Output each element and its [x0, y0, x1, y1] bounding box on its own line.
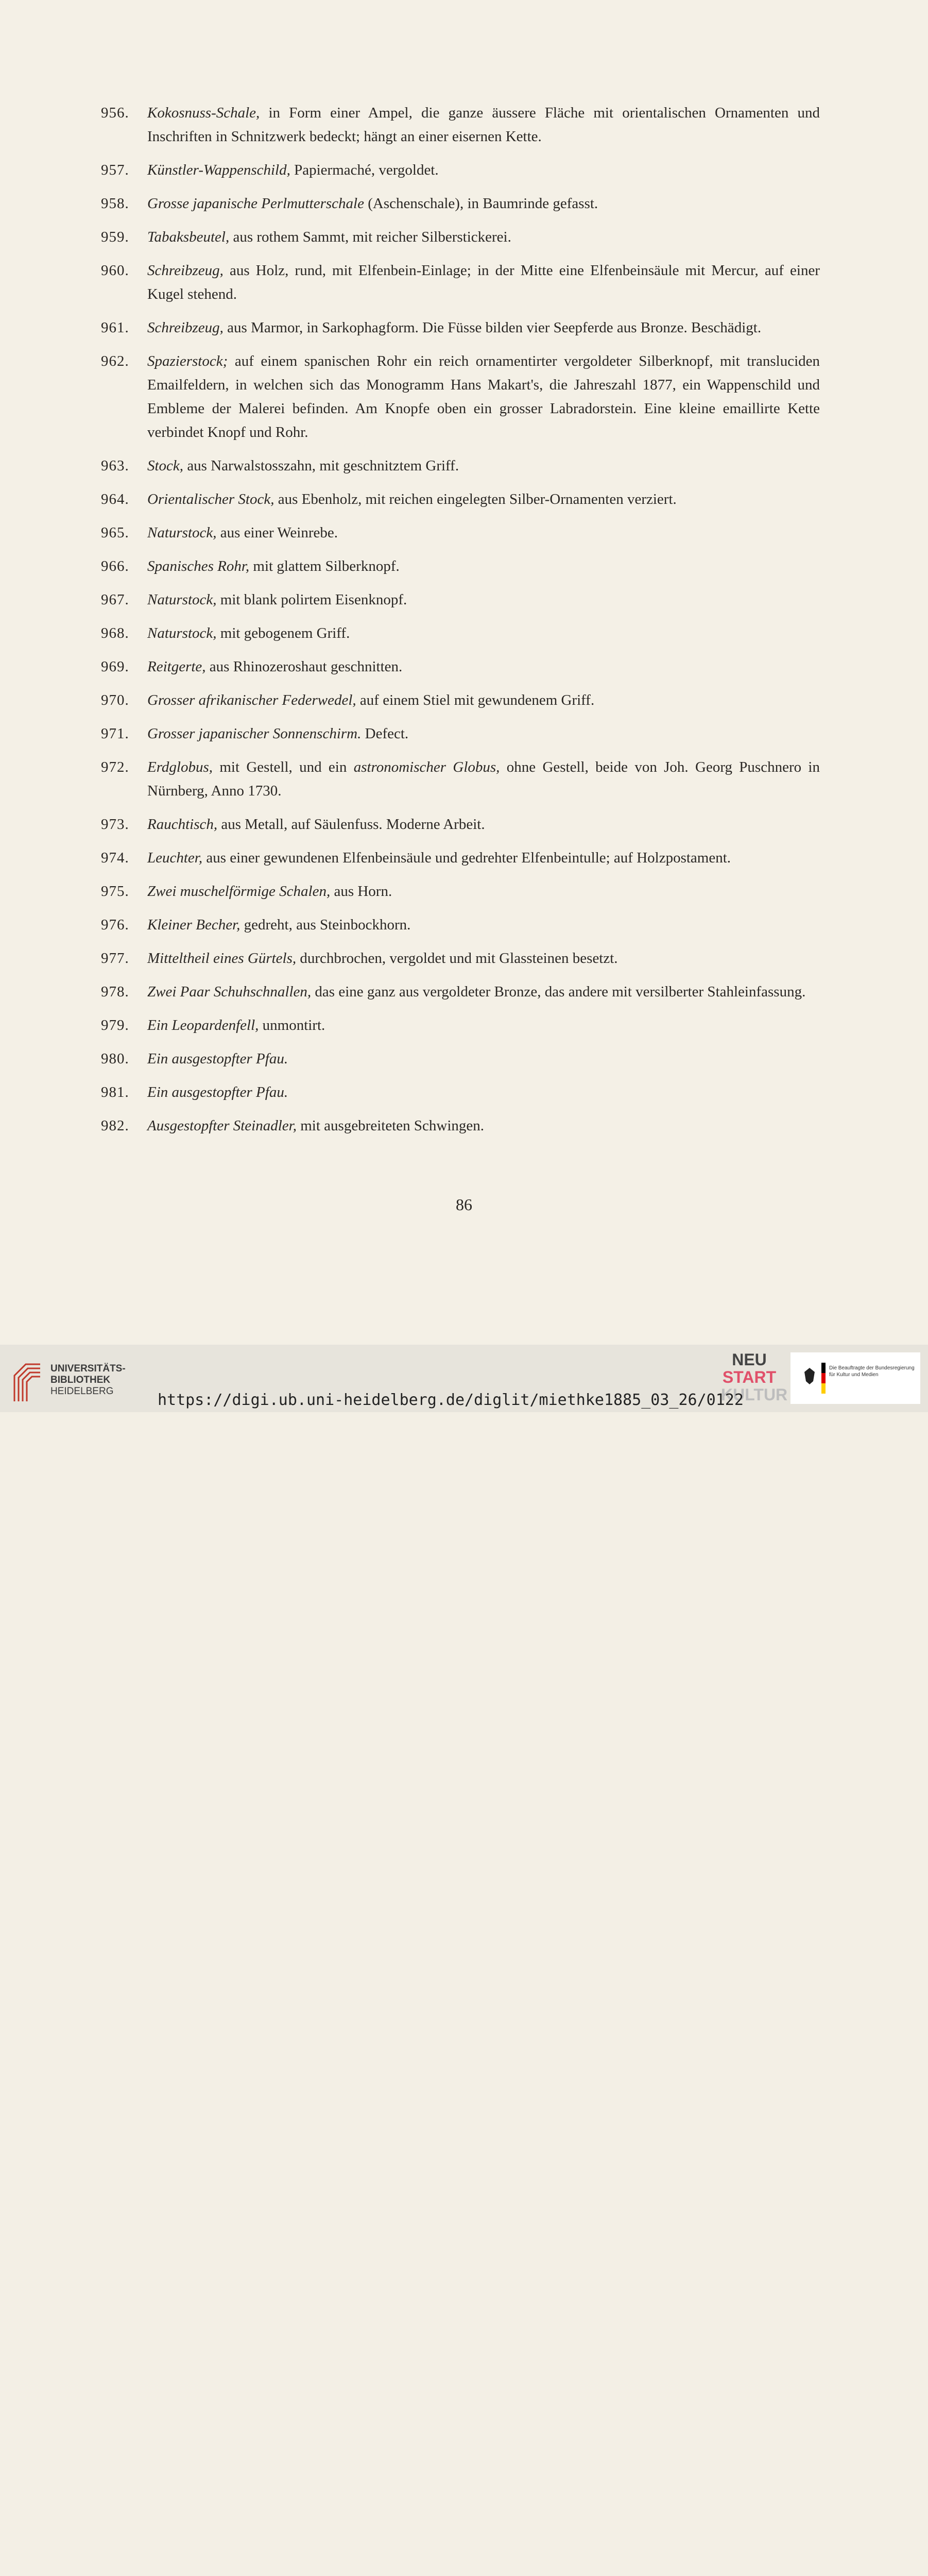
entry-text: aus Metall, auf Säulenfuss. Moderne Arbeit. [217, 816, 485, 833]
entry-text: auf einem Stiel mit gewundenem Griff. [356, 692, 595, 708]
bkm-text: Die Beauftragte der Bundesregierung für Kultur und Medien [829, 1365, 915, 1378]
entry-text: gedreht, aus Steinbockhorn. [240, 917, 411, 933]
entry-number: 977. [101, 950, 129, 967]
entry-text: (Aschenschale), in Baumrinde gefasst. [364, 195, 598, 212]
catalog-entry [101, 158, 820, 182]
entry-description [147, 225, 820, 249]
catalog-entry [101, 521, 820, 545]
entry-title: Kokosnuss-Schale, [147, 105, 260, 121]
neustart-line-2: START [722, 1368, 777, 1386]
library-line-3: HEIDELBERG [50, 1386, 114, 1397]
catalog-entry [101, 101, 820, 148]
catalog-entry [101, 1114, 820, 1138]
entry-title: Naturstock, [147, 524, 217, 541]
entry-text: aus einer Weinrebe. [216, 524, 338, 541]
entry-text: mit glattem Silberknopf. [249, 558, 400, 574]
entry-description [147, 812, 820, 836]
entry-description [147, 722, 820, 745]
entry-description [147, 316, 820, 340]
catalog-entry [101, 487, 820, 511]
entry-title: Spanisches Rohr, [147, 558, 250, 574]
catalog-entry [101, 946, 820, 970]
entry-number: 980. [101, 1050, 129, 1067]
entry-description [147, 259, 820, 306]
catalog-entry [101, 846, 820, 870]
flag-bar-icon [821, 1363, 826, 1394]
entry-text: auf einem spanischen Rohr ein reich ornamentirter vergoldeter Silberknopf, mit transluciden Emailfeldern, in welchen sich das Monogramm Hans Makart's, die Jahreszahl 1877, ein Wappenschild und Embleme der Malerei befinden. Am Knopfe oben ein grosser Labradorstein. Eine kleine emaillirte Kette verbindet Knopf und Rohr. [147, 353, 820, 440]
library-line-1: UNIVERSITÄTS- [50, 1363, 126, 1374]
entry-title: Rauchtisch, [147, 816, 218, 833]
catalog-entry [101, 621, 820, 645]
catalog-entry [101, 316, 820, 340]
catalog-entry [101, 722, 820, 745]
entry-description [147, 192, 820, 215]
catalog-entry [101, 879, 820, 903]
entry-number: 982. [101, 1117, 129, 1134]
entry-text: mit gebogenem Griff. [216, 625, 350, 641]
entry-number: 969. [101, 658, 129, 675]
entry-text: aus Holz, rund, mit Elfenbein-Einlage; in der Mitte eine Elfenbeinsäule mit Mercur, auf einer Kugel stehend. [147, 262, 820, 302]
catalog-entries [101, 101, 820, 1147]
entry-description [147, 913, 820, 937]
entry-number: 973. [101, 816, 129, 833]
entry-number: 974. [101, 850, 129, 866]
entry-title: Zwei muschelförmige Schalen, [147, 883, 331, 900]
entry-number: 966. [101, 558, 129, 574]
neustart-line-1: NEU [732, 1350, 767, 1369]
entry-description [147, 1114, 820, 1138]
entry-number: 965. [101, 524, 129, 541]
entry-description [147, 980, 820, 1004]
entry-description [147, 349, 820, 444]
catalog-entry [101, 588, 820, 612]
entry-number: 972. [101, 759, 129, 775]
entry-text: in Form einer Ampel, die ganze äussere Fläche mit orientalischen Ornamenten und Inschriften in Schnitzwerk bedeckt; hängt an einer eisernen Kette. [147, 105, 820, 145]
entry-number: 959. [101, 229, 129, 245]
entry-number: 979. [101, 1017, 129, 1033]
entry-title: Spazierstock; [147, 353, 228, 369]
entry-title: Ein ausgestopfter Pfau. [147, 1084, 288, 1100]
entry-title: Tabaksbeutel, [147, 229, 230, 245]
entry-number: 976. [101, 917, 129, 933]
entry-text: mit ausgebreiteten Schwingen. [296, 1117, 484, 1134]
entry-text: mit Gestell, und ein [213, 759, 354, 775]
entry-number: 970. [101, 692, 129, 708]
entry-text: aus einer gewundenen Elfenbeinsäule und gedrehter Elfenbeintulle; auf Holzpostament. [202, 850, 731, 866]
entry-title: Grosser japanischer Sonnenschirm. [147, 725, 362, 742]
entry-title: Zwei Paar Schuhschnallen, [147, 984, 312, 1000]
entry-text: aus Ebenholz, mit reichen eingelegten Silber-Ornamenten verziert. [274, 491, 677, 507]
entry-number: 968. [101, 625, 129, 641]
entry-description [147, 454, 820, 478]
entry-title: Naturstock, [147, 625, 217, 641]
entry-description [147, 621, 820, 645]
catalog-entry [101, 192, 820, 215]
entry-text: das eine ganz aus vergoldeter Bronze, das andere mit versilberter Stahleinfassung. [311, 984, 806, 1000]
entry-title: Schreibzeug, [147, 319, 224, 336]
entry-title: Stock, [147, 457, 184, 474]
catalog-entry [101, 554, 820, 578]
entry-title: Künstler-Wappenschild, [147, 162, 290, 178]
catalog-entry [101, 755, 820, 803]
entry-text: aus Horn. [330, 883, 392, 900]
entry-description [147, 487, 820, 511]
entry-number: 971. [101, 725, 129, 742]
catalog-entry [101, 812, 820, 836]
page-number: 86 [456, 1195, 472, 1214]
entry-number: 975. [101, 883, 129, 900]
catalog-entry [101, 655, 820, 679]
entry-title: Reitgerte, [147, 658, 206, 675]
entry-text: aus Rhinozeroshaut geschnitten. [205, 658, 403, 675]
entry-description [147, 755, 820, 803]
permalink-url[interactable]: https://digi.ub.uni-heidelberg.de/diglit/miethke1885_03_26/0122 [158, 1391, 744, 1409]
entry-description [147, 946, 820, 970]
entry-number: 978. [101, 984, 129, 1000]
entry-number: 981. [101, 1084, 129, 1100]
entry-number: 958. [101, 195, 129, 212]
entry-text: aus rothem Sammt, mit reicher Silberstickerei. [229, 229, 511, 245]
entry-description [147, 1080, 820, 1104]
entry-description [147, 688, 820, 712]
entry-text: Papiermaché, vergoldet. [290, 162, 439, 178]
catalog-entry [101, 1080, 820, 1104]
entry-description [147, 879, 820, 903]
entry-number: 962. [101, 353, 129, 369]
entry-title: Schreibzeug, [147, 262, 224, 279]
catalog-entry [101, 913, 820, 937]
university-library-logo-icon[interactable] [10, 1360, 42, 1402]
catalog-entry [101, 1047, 820, 1071]
entry-text: mit blank polirtem Eisenknopf. [216, 591, 407, 608]
library-line-2: BIBLIOTHEK [50, 1375, 111, 1385]
entry-title: Grosse japanische Perlmutterschale [147, 195, 364, 212]
entry-description [147, 846, 820, 870]
entry-number: 960. [101, 262, 129, 279]
entry-title: Ausgestopfter Steinadler, [147, 1117, 297, 1134]
library-name[interactable] [50, 1363, 126, 1397]
entry-title: Leuchter, [147, 850, 203, 866]
entry-description [147, 1013, 820, 1037]
entry-text: aus Narwalstosszahn, mit geschnitztem Griff. [183, 457, 459, 474]
entry-title: Naturstock, [147, 591, 217, 608]
federal-eagle-icon [802, 1366, 817, 1386]
entry-text: Defect. [361, 725, 409, 742]
entry-title-secondary: astronomischer Globus, [353, 759, 500, 775]
catalog-entry [101, 225, 820, 249]
entry-number: 957. [101, 162, 129, 178]
neustart-line-3: KULTUR [721, 1385, 788, 1404]
entry-description [147, 655, 820, 679]
catalog-entry [101, 259, 820, 306]
entry-number: 967. [101, 591, 129, 608]
entry-description [147, 101, 820, 148]
bkm-logo[interactable] [790, 1352, 920, 1404]
catalog-entry [101, 454, 820, 478]
entry-description [147, 521, 820, 545]
entry-text: aus Marmor, in Sarkophagform. Die Füsse bilden vier Seepferde aus Bronze. Beschädigt. [223, 319, 762, 336]
entry-title: Orientalischer Stock, [147, 491, 274, 507]
entry-title: Kleiner Becher, [147, 917, 240, 933]
entry-title: Erdglobus, [147, 759, 213, 775]
catalog-entry [101, 688, 820, 712]
entry-title: Ein ausgestopfter Pfau. [147, 1050, 288, 1067]
entry-number: 963. [101, 457, 129, 474]
catalog-entry [101, 980, 820, 1004]
entry-number: 961. [101, 319, 129, 336]
entry-text-secondary: ohne Gestell, beide von Joh. Georg Puschnero in Nürnberg, Anno 1730. [147, 759, 820, 799]
entry-description [147, 554, 820, 578]
entry-description [147, 588, 820, 612]
entry-number: 956. [101, 105, 129, 121]
entry-text: durchbrochen, vergoldet und mit Glassteinen besetzt. [296, 950, 618, 967]
entry-title: Grosser afrikanischer Federwedel, [147, 692, 356, 708]
entry-description [147, 1047, 820, 1071]
entry-title: Mitteltheil eines Gürtels, [147, 950, 297, 967]
catalog-entry [101, 349, 820, 444]
entry-text: unmontirt. [259, 1017, 325, 1033]
entry-description [147, 158, 820, 182]
catalog-entry [101, 1013, 820, 1037]
entry-title: Ein Leopardenfell, [147, 1017, 259, 1033]
entry-number: 964. [101, 491, 129, 507]
